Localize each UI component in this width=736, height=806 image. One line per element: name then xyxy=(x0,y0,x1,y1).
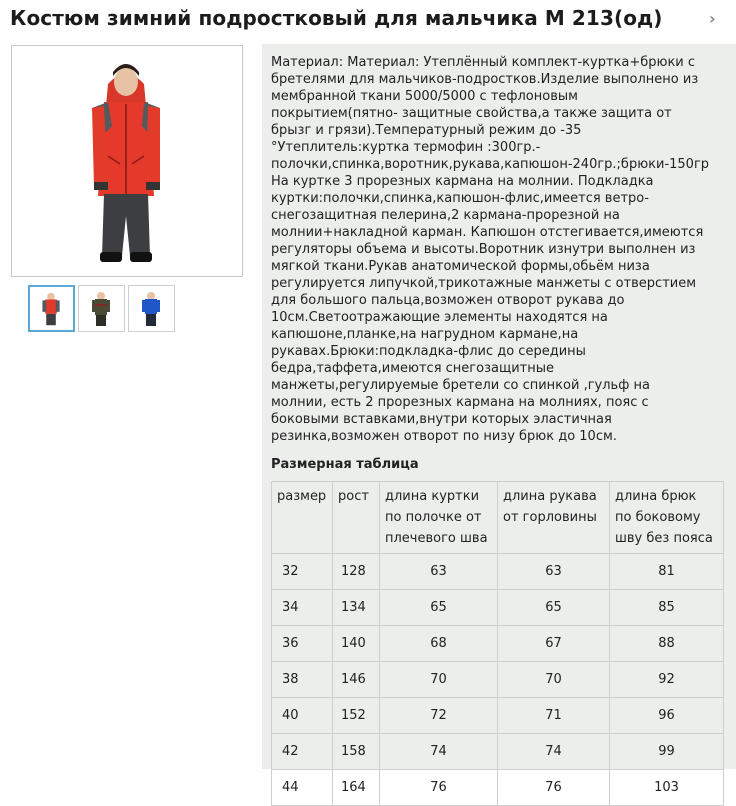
size-table-cell: 85 xyxy=(610,590,724,626)
size-table-cell: 76 xyxy=(380,770,498,806)
description-line: мембранной ткани 5000/5000 с тефлоновым xyxy=(271,89,578,104)
size-table-cell: 146 xyxy=(333,662,380,698)
thumbnail-blue-figure xyxy=(129,286,174,331)
size-table-row xyxy=(272,698,724,734)
size-table-cell: 65 xyxy=(498,590,610,626)
size-table-cell: 92 xyxy=(610,662,724,698)
size-table-row xyxy=(272,590,724,626)
size-table-row xyxy=(272,662,724,698)
size-table-cell: 32 xyxy=(272,554,333,590)
description-line: °Утеплитель:куртка термофин :300гр.- xyxy=(271,140,541,155)
header-size: размер xyxy=(272,482,333,554)
description-line: для большого пальца,возможен отворот рукава до xyxy=(271,293,625,308)
size-table-cell: 38 xyxy=(272,662,333,698)
header-pants-length: длина брюк по боковому шву без пояса xyxy=(610,482,724,554)
size-table-cell: 36 xyxy=(272,626,333,662)
page-title: Костюм зимний подростковый для мальчика М 213(од) xyxy=(10,6,663,30)
thumbnail-olive-figure xyxy=(79,286,124,331)
size-table-cell: 99 xyxy=(610,734,724,770)
size-table-cell: 70 xyxy=(380,662,498,698)
description-line: куртки:полочки,спинка,капюшон-флис,имеется ветро- xyxy=(271,191,649,206)
size-table-cell: 40 xyxy=(272,698,333,734)
size-table-heading: Размерная таблица xyxy=(271,457,419,472)
description-line: молнии, есть 2 прорезных кармана на молниях, пояс с xyxy=(271,395,649,410)
product-main-image[interactable] xyxy=(11,45,243,277)
description-line: рукавах.Брюки:подкладка-флис до середины xyxy=(271,344,586,359)
header-sleeve-length: длина рукава от горловины xyxy=(498,482,610,554)
description-line: регуляторы объема и высоты.Воротник изнутри выполнен из xyxy=(271,242,696,257)
size-table-cell: 74 xyxy=(498,734,610,770)
product-info-panel xyxy=(262,44,736,795)
boy-winter-suit-illustration xyxy=(12,46,242,276)
description-line: капюшоне,планке,на нагрудном кармане,на xyxy=(271,327,579,342)
size-table-header-row xyxy=(272,482,724,554)
size-table-cell: 42 xyxy=(272,734,333,770)
thumbnail-red-figure xyxy=(30,287,73,330)
description-line: покрытием(пятно- защитные свойства,а также защита от xyxy=(271,106,672,121)
thumbnail-red-suit[interactable] xyxy=(28,285,75,332)
description-line: бедра,таффета,имеются снегозащитные xyxy=(271,361,554,376)
description-line: манжеты,регулируемые бретели со спинкой ,гульф на xyxy=(271,378,650,393)
header-jacket-length: длина куртки по полочке от плечевого шва xyxy=(380,482,498,554)
size-table-cell: 96 xyxy=(610,698,724,734)
title-arrow-icon[interactable]: › xyxy=(709,9,716,28)
size-table-cell: 164 xyxy=(333,770,380,806)
thumbnail-blue-suit[interactable] xyxy=(128,285,175,332)
description-line: молнии+накладной карман. Капюшон отстегивается,имеются xyxy=(271,225,704,240)
size-table-cell: 70 xyxy=(498,662,610,698)
size-table xyxy=(271,481,724,806)
size-table-cell: 65 xyxy=(380,590,498,626)
size-table-cell: 88 xyxy=(610,626,724,662)
description-line: брызг и грязи).Температурный режим до -35 xyxy=(271,123,582,138)
description-line: На куртке 3 прорезных кармана на молнии. Подкладка xyxy=(271,174,654,189)
size-table-cell: 140 xyxy=(333,626,380,662)
thumbnail-olive-suit[interactable] xyxy=(78,285,125,332)
description-line: снегозащитная пелерина,2 кармана-прорезной на xyxy=(271,208,620,223)
size-table-cell: 81 xyxy=(610,554,724,590)
size-table-cell: 152 xyxy=(333,698,380,734)
description-line: боковыми вставками,внутри которых эластичная xyxy=(271,412,612,427)
size-table-cell: 68 xyxy=(380,626,498,662)
description-line: бретелями для мальчиков-подростков.Изделие выполнено из xyxy=(271,72,699,87)
size-table-cell: 103 xyxy=(610,770,724,806)
size-table-row xyxy=(272,770,724,806)
description-line: Материал: Материал: Утеплённый комплект-куртка+брюки с xyxy=(271,55,696,70)
description-line: регулируется липучкой,трикотажные манжеты с отверстием xyxy=(271,276,697,291)
size-table-row xyxy=(272,554,724,590)
description-line: резинка,возможен отворот по низу брюк до 10см. xyxy=(271,429,617,444)
size-table-cell: 72 xyxy=(380,698,498,734)
size-table-row xyxy=(272,734,724,770)
size-table-cell: 63 xyxy=(380,554,498,590)
size-table-cell: 63 xyxy=(498,554,610,590)
description-line: полочки,спинка,воротник,рукава,капюшон-240гр.;брюки-150гр xyxy=(271,157,710,172)
header-height: рост xyxy=(333,482,380,554)
description-line: мягкой ткани.Рукав анатомической формы,обьём низа xyxy=(271,259,650,274)
size-table-cell: 76 xyxy=(498,770,610,806)
size-table-cell: 34 xyxy=(272,590,333,626)
description-line: 10см.Светоотражающие элементы находятся на xyxy=(271,310,608,325)
size-table-cell: 67 xyxy=(498,626,610,662)
size-table-cell: 134 xyxy=(333,590,380,626)
size-table-row xyxy=(272,626,724,662)
size-table-cell: 128 xyxy=(333,554,380,590)
size-table-cell: 71 xyxy=(498,698,610,734)
product-description xyxy=(271,54,736,445)
size-table-cell: 44 xyxy=(272,770,333,806)
size-table-cell: 158 xyxy=(333,734,380,770)
size-table-cell: 74 xyxy=(380,734,498,770)
